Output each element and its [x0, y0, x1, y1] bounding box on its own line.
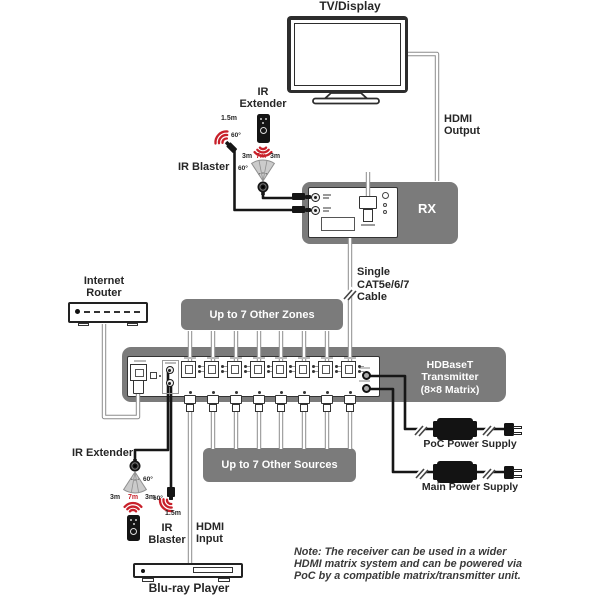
rj45-plug-icon [322, 365, 330, 374]
router-foot [78, 323, 89, 327]
hdmi-plug-icon [253, 395, 265, 404]
dc-power-jack [362, 384, 371, 393]
port-label-mark [230, 357, 242, 359]
matrix-output-port-column [338, 356, 362, 412]
matrix-output-port-column [315, 356, 339, 412]
range-right-bottom: 3m [144, 493, 156, 501]
ir-blaster-bottom-label: IR Blaster [148, 522, 186, 546]
rx-jack-label-mark [323, 207, 331, 209]
rx-label: RX [417, 201, 437, 216]
rx-hdbaset-port-body [363, 209, 373, 222]
hdmi-plug-icon [321, 395, 333, 404]
matrix-output-port-column [247, 356, 271, 412]
matrix-ir-blaster-jack [166, 379, 174, 387]
ir-extender-top-label: IR Extender [239, 86, 287, 110]
ir-blaster-bottom-angle: 60° [153, 495, 163, 502]
power-led [349, 391, 352, 394]
power-led [280, 391, 283, 394]
cone-angle-top: 60° [238, 165, 248, 172]
router-label: Internet Router [83, 275, 125, 299]
note-text: Note: The receiver can be used in a wider HDMI matrix system and can be powered via PoC by a compatible matrix/transmitter unit. [294, 546, 523, 583]
matrix-ir-ext-jack [166, 366, 174, 374]
range-left-top: 3m [241, 153, 253, 160]
hdmi-plug-icon [230, 395, 242, 404]
main-psu-label: Main Power Supply [421, 481, 519, 493]
router-vent-dashes [84, 311, 140, 313]
poc-power-jack [362, 371, 371, 380]
cone-angle-bottom: 60° [143, 476, 153, 483]
hdmi-input-label: HDMI Input [196, 521, 225, 545]
matrix-output-port-column [292, 356, 316, 412]
hdmi-plug-icon [207, 395, 219, 404]
hdmi-plug-icon [184, 395, 196, 404]
ir-blaster-plug-icon [292, 206, 305, 213]
control-plug-icon [133, 380, 144, 394]
power-led [212, 391, 215, 394]
rx-jack-label-mark [323, 210, 329, 212]
hdmi-plug-neck [255, 404, 263, 412]
main-psu-cap [471, 464, 477, 480]
cat-cable-label: Single CAT5e/6/7 Cable [357, 266, 410, 303]
port-label-mark [207, 357, 219, 359]
range-center-top: 7m [255, 153, 267, 160]
bluray-label: Blu-ray Player [148, 581, 230, 595]
rx-led [383, 203, 387, 207]
range-left-bottom: 3m [109, 493, 121, 501]
poc-psu-cap [471, 421, 477, 437]
matrix-title-line1: HDBaseT [426, 359, 474, 371]
rj45-plug-icon [208, 365, 216, 374]
ir-blaster-bottom-range: 1.5m [165, 510, 181, 517]
rx-screw-icon [382, 192, 389, 199]
rj45-plug-icon [254, 365, 262, 374]
ir-blaster-emitter-bottom-icon [167, 487, 175, 500]
rx-ir-blaster-jack [311, 206, 320, 215]
rj45-plug-icon [231, 365, 239, 374]
hdmi-plug-neck [300, 404, 308, 412]
hdmi-plug-neck [346, 404, 354, 412]
led-label-mark [361, 371, 364, 373]
poc-psu-cap [433, 421, 439, 437]
rj45-plug-icon [299, 365, 307, 374]
tv-stand [313, 93, 379, 104]
main-psu-cap [433, 464, 439, 480]
router-led [75, 309, 80, 314]
ir-blaster-top-label: IR Blaster [178, 161, 230, 173]
matrix-output-port-column [201, 356, 225, 412]
rx-jack-label-mark [323, 197, 329, 199]
port-label-mark [275, 357, 287, 359]
hdmi-plug-icon [275, 395, 287, 404]
rx-hdbaset-port-head [359, 196, 377, 209]
ir-extender-eye-bottom-icon [130, 459, 141, 472]
range-right-top: 3m [269, 153, 281, 160]
matrix-title-line3: (8×8 Matrix) [420, 383, 480, 396]
hdmi-output-label: HDMI Output [444, 113, 481, 137]
led-label-mark [361, 366, 364, 368]
rx-ir-ext-jack [311, 193, 320, 202]
range-center-bottom: 7m [127, 493, 139, 501]
power-led [326, 391, 329, 394]
hdmi-plug-icon [344, 395, 356, 404]
ir-ext-plug-icon [292, 193, 305, 200]
service-led [159, 375, 162, 378]
main-plug-prong [513, 475, 522, 478]
matrix-title [398, 359, 502, 396]
power-led [303, 391, 306, 394]
port-label-mark [344, 357, 356, 359]
ir-extender-cone-top [252, 160, 275, 181]
main-psu-body [437, 461, 473, 483]
hdmi-plug-neck [209, 404, 217, 412]
matrix-output-port-column [178, 356, 202, 412]
control-port-pins [135, 369, 144, 377]
hdmi-plug-neck [186, 404, 194, 412]
rx-vent [321, 217, 355, 231]
bluray-led [141, 569, 145, 573]
port-label-mark [184, 357, 196, 359]
service-port [150, 372, 157, 379]
ir-blaster-top-range: 1.5m [221, 115, 237, 122]
matrix-output-port-column [269, 356, 293, 412]
ir-extender-bottom-label: IR Extender [72, 447, 134, 459]
cable-hdmi-output [408, 54, 437, 181]
poc-psu-label: PoC Power Supply [423, 438, 517, 450]
poc-plug-prong [513, 432, 522, 435]
bluray-tray [193, 567, 233, 573]
rj45-plug-icon [276, 365, 284, 374]
ir-waves-bottom-extender-icon [125, 503, 142, 511]
rx-led [383, 210, 387, 214]
control-port-label-mark [134, 360, 146, 362]
power-led [258, 391, 261, 394]
matrix-title-line2: Transmitter [421, 371, 479, 384]
port-label-mark [253, 357, 265, 359]
power-led [189, 391, 192, 394]
rx-jack-label-mark [323, 194, 331, 196]
main-plug-prong [513, 469, 522, 472]
poc-plug-prong [513, 426, 522, 429]
poc-psu-body [437, 418, 473, 440]
zones-bar-label: Up to 7 Other Zones [209, 308, 315, 321]
sources-bar-label: Up to 7 Other Sources [221, 459, 338, 471]
power-led [235, 391, 238, 394]
ir-block-label-mark [165, 362, 176, 364]
hdmi-plug-neck [277, 404, 285, 412]
router-foot [127, 323, 138, 327]
remote-control-icon [257, 114, 270, 143]
ir-waves-top-blaster-icon [215, 131, 227, 143]
hdmi-plug-neck [323, 404, 331, 412]
rj45-plug-icon [185, 365, 193, 374]
hdmi-plug-neck [232, 404, 240, 412]
ir-extender-eye-top-icon [258, 182, 269, 196]
port-label-mark [321, 357, 333, 359]
hdmi-plug-icon [298, 395, 310, 404]
rx-port-label-mark [361, 224, 375, 226]
ir-blaster-top-angle: 60° [231, 132, 241, 139]
matrix-output-port-column [224, 356, 248, 412]
port-label-mark [298, 357, 310, 359]
tv-title: TV/Display [319, 0, 381, 13]
rj45-plug-icon [345, 365, 353, 374]
